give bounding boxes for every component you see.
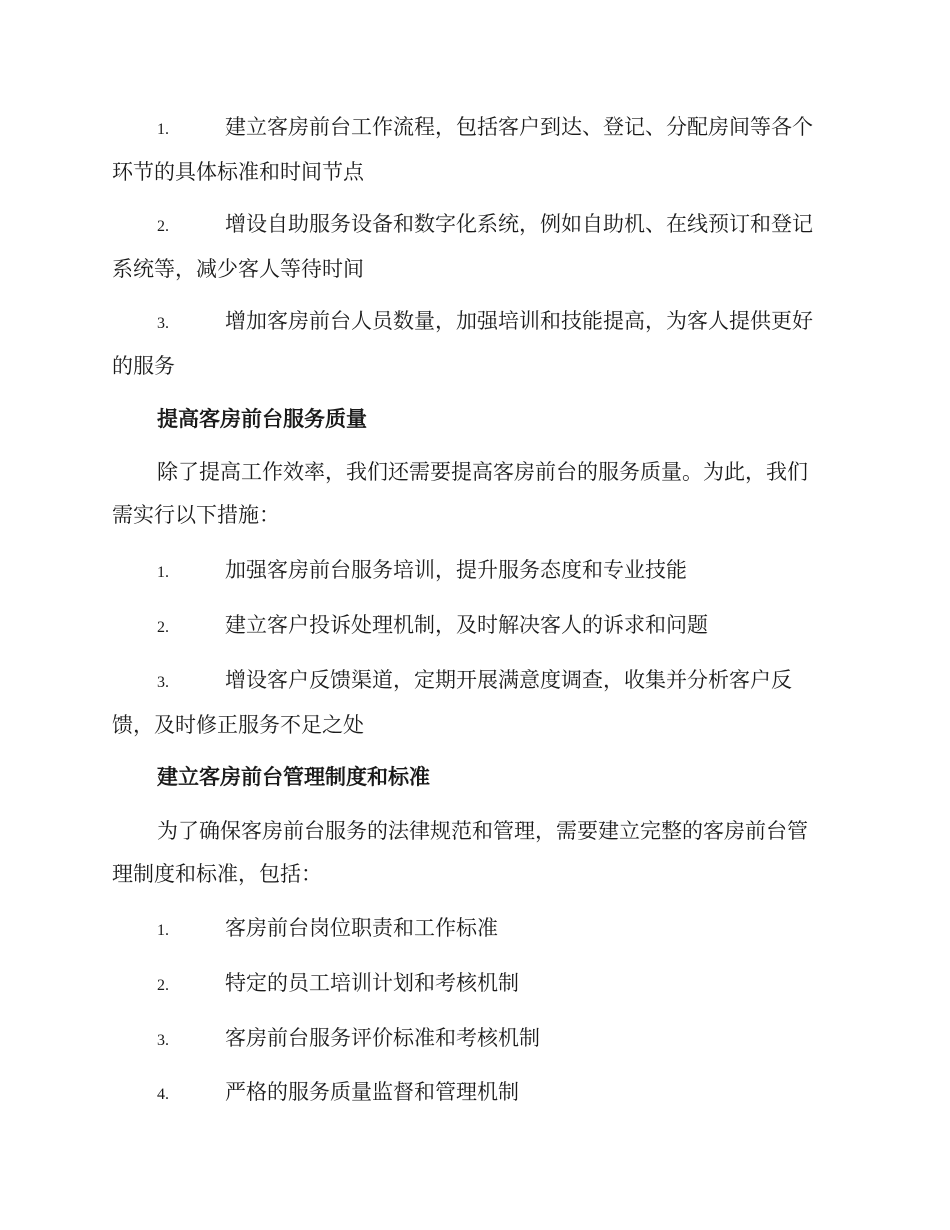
list-item <box>112 300 837 388</box>
list-number: 3. <box>157 315 169 332</box>
list-number: 3. <box>157 674 169 691</box>
list-text: 特定的员工培训计划和考核机制 <box>225 971 519 995</box>
list-text: 增设客户反馈渠道，定期开展满意度调查，收集并分析客户反 <box>225 668 792 692</box>
list-number: 2. <box>157 977 169 994</box>
list-text: 加强客房前台服务培训，提升服务态度和专业技能 <box>225 558 687 582</box>
list-item <box>112 962 837 1007</box>
list-item <box>112 106 837 194</box>
list-item <box>112 659 837 747</box>
list-item <box>112 203 837 291</box>
paragraph-text: 为了确保客房前台服务的法律规范和管理，需要建立完整的客房前台管 <box>157 819 808 843</box>
list-text: 客房前台岗位职责和工作标准 <box>225 916 498 940</box>
list-text: 严格的服务质量监督和管理机制 <box>225 1080 519 1104</box>
paragraph-text-continued: 需实行以下措施： <box>112 503 280 527</box>
list-number: 1. <box>157 922 169 939</box>
list-text: 建立客户投诉处理机制，及时解决客人的诉求和问题 <box>225 613 708 637</box>
list-item <box>112 549 837 594</box>
list-text: 增加客房前台人员数量，加强培训和技能提高，为客人提供更好 <box>225 309 813 333</box>
list-number: 1. <box>157 564 169 581</box>
list-item <box>112 604 837 649</box>
list-text-continued: 的服务 <box>112 354 175 378</box>
list-number: 4. <box>157 1086 169 1103</box>
section-heading: 建立客房前台管理制度和标准 <box>157 764 430 789</box>
list-text: 增设自助服务设备和数字化系统，例如自助机、在线预订和登记 <box>225 212 813 236</box>
list-number: 1. <box>157 121 169 138</box>
list-text-continued: 系统等，减少客人等待时间 <box>112 257 364 281</box>
list-text: 客房前台服务评价标准和考核机制 <box>225 1026 540 1050</box>
list-item <box>112 1071 837 1116</box>
list-item <box>112 907 837 952</box>
list-text-continued: 馈，及时修正服务不足之处 <box>112 713 364 737</box>
list-item <box>112 1017 837 1062</box>
paragraph-text-continued: 理制度和标准，包括： <box>112 862 322 886</box>
paragraph <box>112 810 837 896</box>
list-number: 2. <box>157 218 169 235</box>
paragraph-text: 除了提高工作效率，我们还需要提高客房前台的服务质量。为此，我们 <box>157 460 808 484</box>
paragraph <box>112 451 837 537</box>
list-text: 建立客房前台工作流程，包括客户到达、登记、分配房间等各个 <box>225 115 813 139</box>
list-number: 3. <box>157 1032 169 1049</box>
section-heading: 提高客房前台服务质量 <box>157 406 367 431</box>
list-text-continued: 环节的具体标准和时间节点 <box>112 160 364 184</box>
list-number: 2. <box>157 619 169 636</box>
